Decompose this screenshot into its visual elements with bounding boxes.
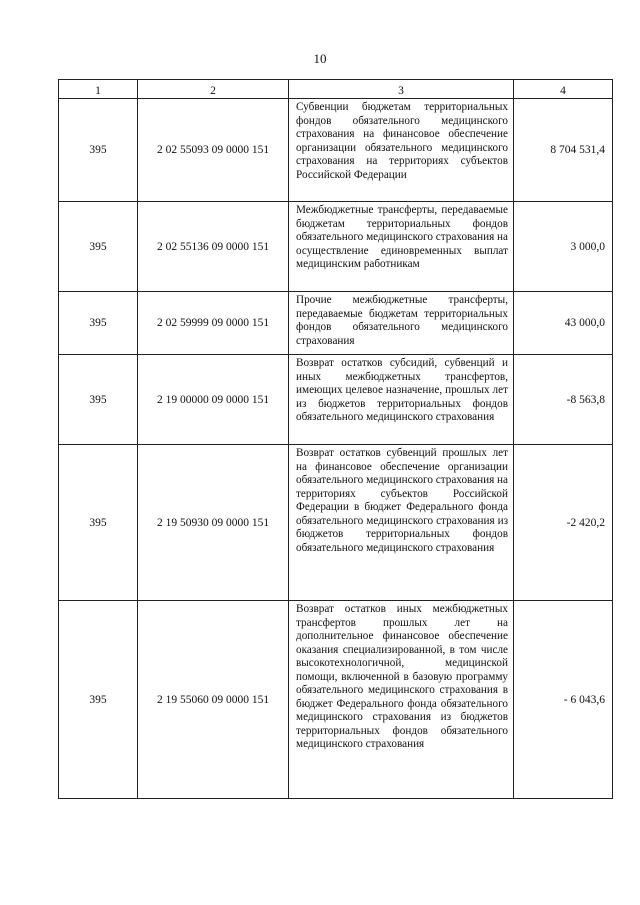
admin-code-cell: 395 — [59, 355, 138, 445]
admin-code-cell: 395 — [59, 99, 138, 202]
budget-code-cell: 2 02 55136 09 0000 151 — [138, 202, 289, 292]
admin-code-cell: 395 — [59, 601, 138, 799]
budget-code-cell: 2 19 00000 09 0000 151 — [138, 355, 289, 445]
column-header-3: 3 — [289, 80, 514, 99]
table-row — [59, 445, 613, 601]
description-text: Прочие межбюджетные трансферты, передаваемые бюджетам территориальных фондов обязательного медицинского страхования — [296, 294, 508, 347]
amount-cell: 3 000,0 — [514, 202, 613, 292]
budget-code-cell: 2 02 59999 09 0000 151 — [138, 292, 289, 355]
budget-code-cell: 2 02 55093 09 0000 151 — [138, 99, 289, 202]
amount-cell: 43 000,0 — [514, 292, 613, 355]
description-text: Возврат остатков субвенций прошлых лет на финансовое обеспечение организации обязательного медицинского страхования на территориях субъектов Российской Федерации в бюджет Федерального фонда обязательного медицинского страхования из бюджетов территориальных фондов обязательного медицинского страхования — [296, 447, 509, 554]
table-row — [59, 601, 613, 799]
column-header-1: 1 — [59, 80, 138, 99]
description-cell — [289, 202, 514, 292]
description-text: Возврат остатков иных межбюджетных трансфертов прошлых лет на дополнительное финансовое обеспечение оказания специализированной, в том числе высокотехнологичной, медицинской помощи, включенной в базовую программу обязательного медицинского страхования в бюджет Федерального фонда обязательного медицинского страхования из бюджетов территориальных фондов обязательного медицинского страхования — [296, 603, 508, 751]
budget-code-cell: 2 19 55060 09 0000 151 — [138, 601, 289, 799]
description-text: Межбюджетные трансферты, передаваемые бюджетам территориальных фондов обязательного медицинского страхования на осуществление единовременных выплат медицинским работникам — [296, 204, 509, 271]
table-header-row — [59, 80, 613, 99]
description-text: Субвенции бюджетам территориальных фондов обязательного медицинского страхования на финансовое обеспечение организации обязательного медицинского страхования на территориях субъектов Российской Федерации — [296, 101, 508, 181]
amount-cell: -8 563,8 — [514, 355, 613, 445]
admin-code-cell: 395 — [59, 202, 138, 292]
table-row — [59, 355, 613, 445]
table-row — [59, 99, 613, 202]
description-text: Возврат остатков субсидий, субвенций и иных межбюджетных трансфертов, имеющих целевое назначение, прошлых лет из бюджетов территориальных фондов обязательного медицинского страхования — [296, 357, 508, 424]
admin-code-cell: 395 — [59, 292, 138, 355]
description-cell — [289, 601, 514, 799]
table-row — [59, 202, 613, 292]
amount-cell: - 6 043,6 — [514, 601, 613, 799]
description-cell — [289, 355, 514, 445]
page-number: 10 — [313, 51, 327, 66]
description-cell — [289, 292, 514, 355]
table-row — [59, 292, 613, 355]
amount-cell: 8 704 531,4 — [514, 99, 613, 202]
budget-code-cell: 2 19 50930 09 0000 151 — [138, 445, 289, 601]
column-header-4: 4 — [514, 80, 613, 99]
budget-revenue-table — [58, 79, 613, 799]
column-header-2: 2 — [138, 80, 289, 99]
amount-cell: -2 420,2 — [514, 445, 613, 601]
description-cell — [289, 99, 514, 202]
admin-code-cell: 395 — [59, 445, 138, 601]
description-cell — [289, 445, 514, 601]
